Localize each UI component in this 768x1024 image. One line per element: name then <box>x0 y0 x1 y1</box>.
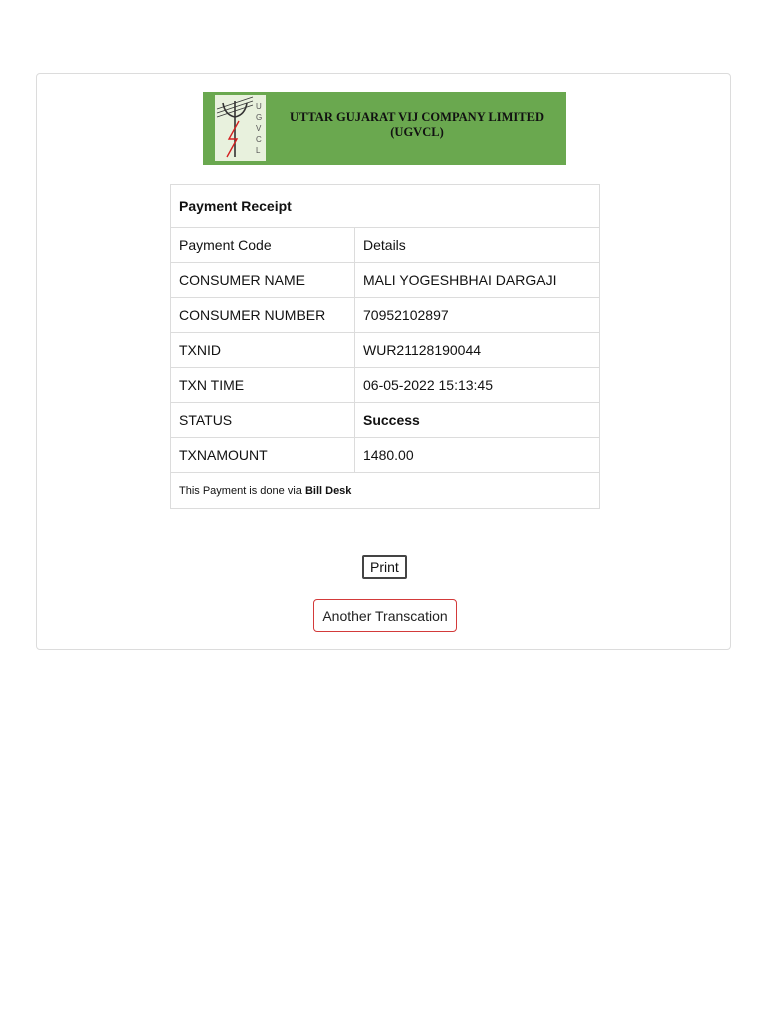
col-header-payment-code: Payment Code <box>171 228 355 263</box>
svg-text:L: L <box>256 146 261 155</box>
consumer-number-value: 70952102897 <box>355 298 600 333</box>
svg-text:V: V <box>256 124 262 133</box>
txn-amount-value: 1480.00 <box>355 438 600 473</box>
txnid-value: WUR21128190044 <box>355 333 600 368</box>
table-row <box>171 333 600 368</box>
txn-time-label: TXN TIME <box>171 368 355 403</box>
svg-text:C: C <box>256 135 262 144</box>
status-value: Success <box>355 403 600 438</box>
txnid-label: TXNID <box>171 333 355 368</box>
receipt-card <box>36 73 731 650</box>
consumer-number-label: CONSUMER NUMBER <box>171 298 355 333</box>
payment-gateway-note <box>171 473 600 509</box>
table-row <box>171 298 600 333</box>
status-label: STATUS <box>171 403 355 438</box>
consumer-name-value: MALI YOGESHBHAI DARGAJI <box>355 263 600 298</box>
company-logo <box>215 95 266 161</box>
company-name-line2: (UGVCL) <box>390 125 444 139</box>
col-header-details: Details <box>355 228 600 263</box>
receipt-title: Payment Receipt <box>171 185 600 228</box>
company-name <box>273 110 561 140</box>
table-row <box>171 263 600 298</box>
payment-receipt-table <box>170 184 600 509</box>
table-row <box>171 403 600 438</box>
payment-gateway-name: Bill Desk <box>304 484 352 497</box>
svg-text:G: G <box>256 113 263 122</box>
svg-text:U: U <box>256 102 262 111</box>
txn-amount-label: TXNAMOUNT <box>171 438 355 473</box>
table-row <box>171 368 600 403</box>
trident-lightning-icon <box>215 95 266 161</box>
another-transaction-button[interactable]: Another Transcation <box>313 599 457 632</box>
txn-time-value: 06-05-2022 15:13:45 <box>355 368 600 403</box>
table-header-row <box>171 228 600 263</box>
receipt-title-row <box>171 185 600 228</box>
consumer-name-label: CONSUMER NAME <box>171 263 355 298</box>
payment-gateway-row <box>171 473 600 509</box>
payment-gateway-prefix: This Payment is done via <box>179 484 305 497</box>
company-banner <box>203 92 566 165</box>
company-name-line1: UTTAR GUJARAT VIJ COMPANY LIMITED <box>290 110 544 124</box>
print-button[interactable]: Print <box>362 555 407 579</box>
table-row <box>171 438 600 473</box>
